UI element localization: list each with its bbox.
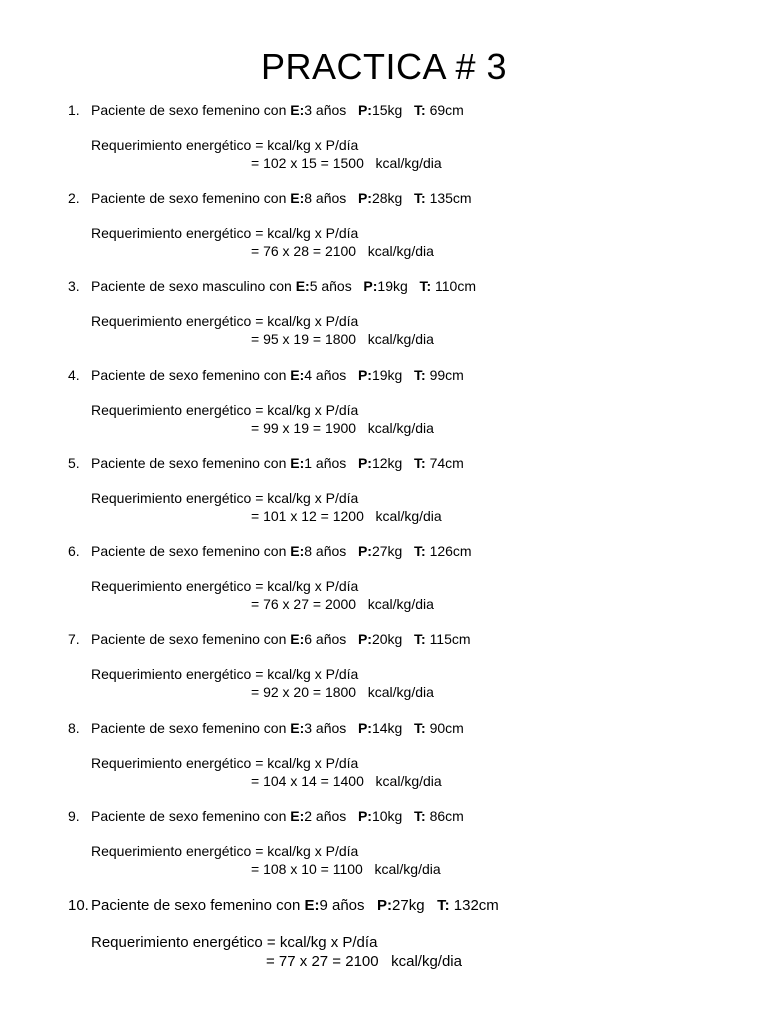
patient-description: Paciente de sexo femenino con [91, 720, 291, 736]
weight-label: P: [377, 897, 393, 914]
energy-formula: Requerimiento energético = kcal/kg x P/día [91, 313, 359, 329]
patient-description: Paciente de sexo femenino con [91, 455, 291, 471]
age-label: E: [290, 720, 305, 736]
weight-value: 27kg [392, 897, 425, 914]
energy-formula: Requerimiento energético = kcal/kg x P/día [91, 755, 359, 771]
height-label: T: [414, 808, 426, 824]
energy-formula: Requerimiento energético = kcal/kg x P/día [91, 490, 359, 506]
page-title: PRACTICA # 3 [260, 46, 508, 87]
energy-formula: Requerimiento energético = kcal/kg x P/día [91, 578, 359, 594]
weight-value: 15kg [371, 102, 403, 118]
weight-label: P: [357, 720, 372, 736]
age-value: 8 años [304, 543, 347, 559]
height-value: 135cm [429, 190, 472, 206]
problem-statement [91, 630, 471, 648]
age-label: E: [290, 808, 305, 824]
patient-description: Paciente de sexo femenino con [91, 897, 305, 914]
weight-label: P: [363, 278, 378, 294]
problem-statement [91, 896, 499, 915]
problem-statement [91, 277, 476, 295]
energy-result: = 92 x 20 = 1800 kcal/kg/dia [251, 684, 434, 700]
problem-number: 10. [68, 897, 89, 914]
height-value: 115cm [429, 631, 471, 647]
weight-label: P: [357, 808, 372, 824]
age-label: E: [290, 543, 305, 559]
height-label: T: [414, 720, 426, 736]
problem-number: 2. [68, 190, 80, 206]
age-value: 2 años [304, 808, 347, 824]
problem-number: 4. [68, 367, 80, 383]
age-value: 4 años [304, 367, 347, 383]
age-label: E: [290, 631, 305, 647]
weight-value: 28kg [371, 190, 403, 206]
weight-value: 19kg [371, 367, 403, 383]
weight-value: 20kg [371, 631, 403, 647]
energy-formula: Requerimiento energético = kcal/kg x P/día [91, 402, 359, 418]
age-value: 9 años [319, 897, 365, 914]
height-value: 126cm [429, 543, 472, 559]
age-label: E: [290, 102, 305, 118]
problem-number: 9. [68, 808, 80, 824]
patient-description: Paciente de sexo femenino con [91, 631, 291, 647]
patient-description: Paciente de sexo femenino con [91, 543, 291, 559]
problem-number: 5. [68, 455, 80, 471]
height-value: 110cm [435, 278, 476, 294]
energy-result: = 108 x 10 = 1100 kcal/kg/dia [251, 861, 441, 877]
problem-statement [91, 719, 464, 737]
height-label: T: [414, 543, 426, 559]
height-label: T: [414, 631, 426, 647]
age-value: 6 años [304, 631, 347, 647]
energy-result: = 99 x 19 = 1900 kcal/kg/dia [251, 420, 434, 436]
problem-statement [91, 189, 472, 207]
height-label: T: [414, 367, 426, 383]
problem-number: 3. [68, 278, 80, 294]
height-label: T: [414, 190, 426, 206]
weight-label: P: [357, 190, 372, 206]
patient-description: Paciente de sexo femenino con [91, 367, 291, 383]
weight-label: P: [357, 102, 372, 118]
problem-number: 6. [68, 543, 80, 559]
problem-statement [91, 542, 472, 560]
problem-statement [91, 807, 464, 825]
problem-statement [91, 101, 464, 119]
weight-value: 12kg [371, 455, 403, 471]
weight-label: P: [357, 367, 372, 383]
problem-statement [91, 454, 464, 472]
age-value: 5 años [309, 278, 352, 294]
energy-result: = 104 x 14 = 1400 kcal/kg/dia [251, 773, 442, 789]
energy-result: = 101 x 12 = 1200 kcal/kg/dia [251, 508, 442, 524]
problem-statement [91, 366, 464, 384]
energy-result: = 76 x 27 = 2000 kcal/kg/dia [251, 596, 434, 612]
age-label: E: [290, 367, 305, 383]
patient-description: Paciente de sexo femenino con [91, 808, 291, 824]
problem-number: 1. [68, 102, 80, 118]
patient-description: Paciente de sexo femenino con [91, 102, 291, 118]
weight-value: 27kg [371, 543, 403, 559]
patient-description: Paciente de sexo masculino con [91, 278, 296, 294]
energy-formula: Requerimiento energético = kcal/kg x P/día [91, 225, 359, 241]
height-value: 132cm [453, 897, 499, 914]
weight-label: P: [357, 543, 372, 559]
weight-label: P: [357, 631, 372, 647]
height-value: 86cm [429, 808, 464, 824]
age-value: 3 años [304, 102, 347, 118]
height-value: 99cm [429, 367, 464, 383]
height-label: T: [419, 278, 432, 294]
age-label: E: [290, 455, 305, 471]
weight-value: 14kg [371, 720, 403, 736]
problem-number: 7. [68, 631, 80, 647]
energy-result: = 102 x 15 = 1500 kcal/kg/dia [251, 155, 442, 171]
energy-formula: Requerimiento energético = kcal/kg x P/día [91, 137, 359, 153]
age-value: 3 años [304, 720, 347, 736]
age-label: E: [290, 190, 305, 206]
energy-formula: Requerimiento energético = kcal/kg x P/día [91, 666, 359, 682]
energy-result: = 76 x 28 = 2100 kcal/kg/dia [251, 243, 434, 259]
height-label: T: [414, 102, 426, 118]
age-label: E: [304, 897, 320, 914]
weight-label: P: [357, 455, 372, 471]
age-value: 1 años [304, 455, 347, 471]
age-value: 8 años [304, 190, 347, 206]
height-value: 90cm [429, 720, 464, 736]
problem-number: 8. [68, 720, 80, 736]
age-label: E: [295, 278, 310, 294]
height-label: T: [414, 455, 426, 471]
height-value: 69cm [429, 102, 464, 118]
energy-result: = 95 x 19 = 1800 kcal/kg/dia [251, 331, 434, 347]
energy-formula: Requerimiento energético = kcal/kg x P/día [91, 934, 378, 951]
energy-formula: Requerimiento energético = kcal/kg x P/día [91, 843, 359, 859]
height-label: T: [437, 897, 450, 914]
weight-value: 10kg [371, 808, 403, 824]
energy-result: = 77 x 27 = 2100 kcal/kg/dia [266, 953, 462, 970]
patient-description: Paciente de sexo femenino con [91, 190, 291, 206]
weight-value: 19kg [377, 278, 408, 294]
height-value: 74cm [429, 455, 464, 471]
